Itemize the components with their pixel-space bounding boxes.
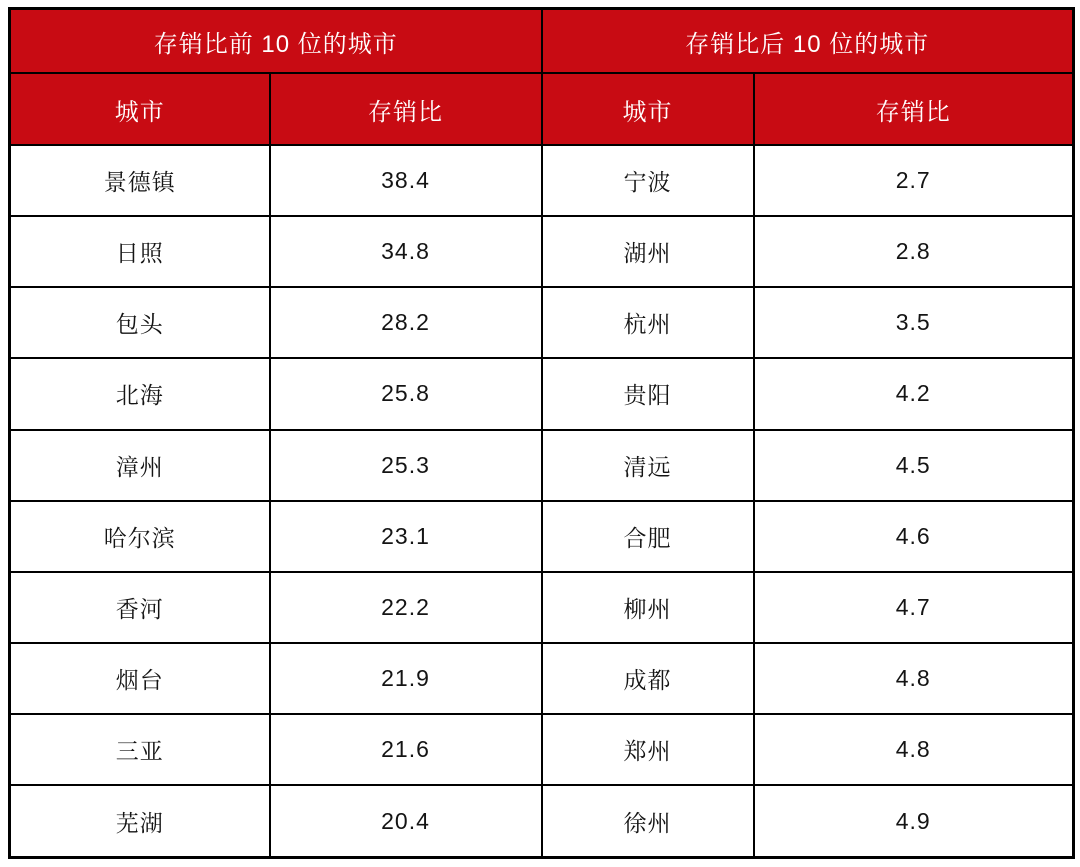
bottom10-ratio-column-header: 存销比: [754, 73, 1074, 145]
top10-city-cell: 日照: [10, 216, 270, 287]
bottom10-city-cell: 清远: [542, 430, 754, 501]
bottom10-ratio-cell: 4.7: [754, 572, 1074, 643]
bottom10-ratio-cell: 4.5: [754, 430, 1074, 501]
top10-city-cell: 哈尔滨: [10, 501, 270, 572]
bottom10-city-cell: 贵阳: [542, 358, 754, 429]
top10-city-cell: 烟台: [10, 643, 270, 714]
bottom10-ratio-cell: 4.2: [754, 358, 1074, 429]
bottom10-city-column-header: 城市: [542, 73, 754, 145]
top10-city-cell: 漳州: [10, 430, 270, 501]
table-row: [10, 501, 1074, 572]
bottom10-ratio-cell: 4.6: [754, 501, 1074, 572]
table-row: [10, 643, 1074, 714]
bottom10-city-cell: 湖州: [542, 216, 754, 287]
top10-city-cell: 香河: [10, 572, 270, 643]
top10-ratio-cell: 25.8: [270, 358, 542, 429]
title-row: [10, 9, 1074, 74]
bottom10-ratio-cell: 3.5: [754, 287, 1074, 358]
table-row: [10, 287, 1074, 358]
table-row: [10, 785, 1074, 857]
top10-city-cell: 景德镇: [10, 145, 270, 216]
top10-city-cell: 三亚: [10, 714, 270, 785]
top10-ratio-cell: 28.2: [270, 287, 542, 358]
bottom10-city-cell: 徐州: [542, 785, 754, 857]
table-row: [10, 145, 1074, 216]
table-row: [10, 358, 1074, 429]
top10-ratio-cell: 20.4: [270, 785, 542, 857]
bottom10-ratio-cell: 2.8: [754, 216, 1074, 287]
top10-ratio-cell: 25.3: [270, 430, 542, 501]
bottom10-city-cell: 郑州: [542, 714, 754, 785]
city-ratio-table: [8, 7, 1075, 859]
top10-ratio-cell: 38.4: [270, 145, 542, 216]
top10-city-cell: 北海: [10, 358, 270, 429]
table-body: [10, 145, 1074, 858]
table-row: [10, 216, 1074, 287]
inventory-sales-ratio-tables: [8, 7, 1072, 859]
bottom10-ratio-cell: 2.7: [754, 145, 1074, 216]
bottom10-ratio-cell: 4.8: [754, 714, 1074, 785]
top10-city-cell: 芜湖: [10, 785, 270, 857]
top10-table-title: 存销比前 10 位的城市: [10, 9, 542, 74]
top10-ratio-cell: 21.9: [270, 643, 542, 714]
column-header-row: [10, 73, 1074, 145]
top10-ratio-column-header: 存销比: [270, 73, 542, 145]
table-row: [10, 572, 1074, 643]
top10-city-cell: 包头: [10, 287, 270, 358]
bottom10-city-cell: 成都: [542, 643, 754, 714]
top10-ratio-cell: 22.2: [270, 572, 542, 643]
bottom10-city-cell: 柳州: [542, 572, 754, 643]
table-row: [10, 430, 1074, 501]
bottom10-ratio-cell: 4.8: [754, 643, 1074, 714]
top10-ratio-cell: 34.8: [270, 216, 542, 287]
table-row: [10, 714, 1074, 785]
bottom10-city-cell: 杭州: [542, 287, 754, 358]
top10-city-column-header: 城市: [10, 73, 270, 145]
bottom10-city-cell: 宁波: [542, 145, 754, 216]
top10-ratio-cell: 21.6: [270, 714, 542, 785]
bottom10-ratio-cell: 4.9: [754, 785, 1074, 857]
bottom10-city-cell: 合肥: [542, 501, 754, 572]
top10-ratio-cell: 23.1: [270, 501, 542, 572]
bottom10-table-title: 存销比后 10 位的城市: [542, 9, 1074, 74]
